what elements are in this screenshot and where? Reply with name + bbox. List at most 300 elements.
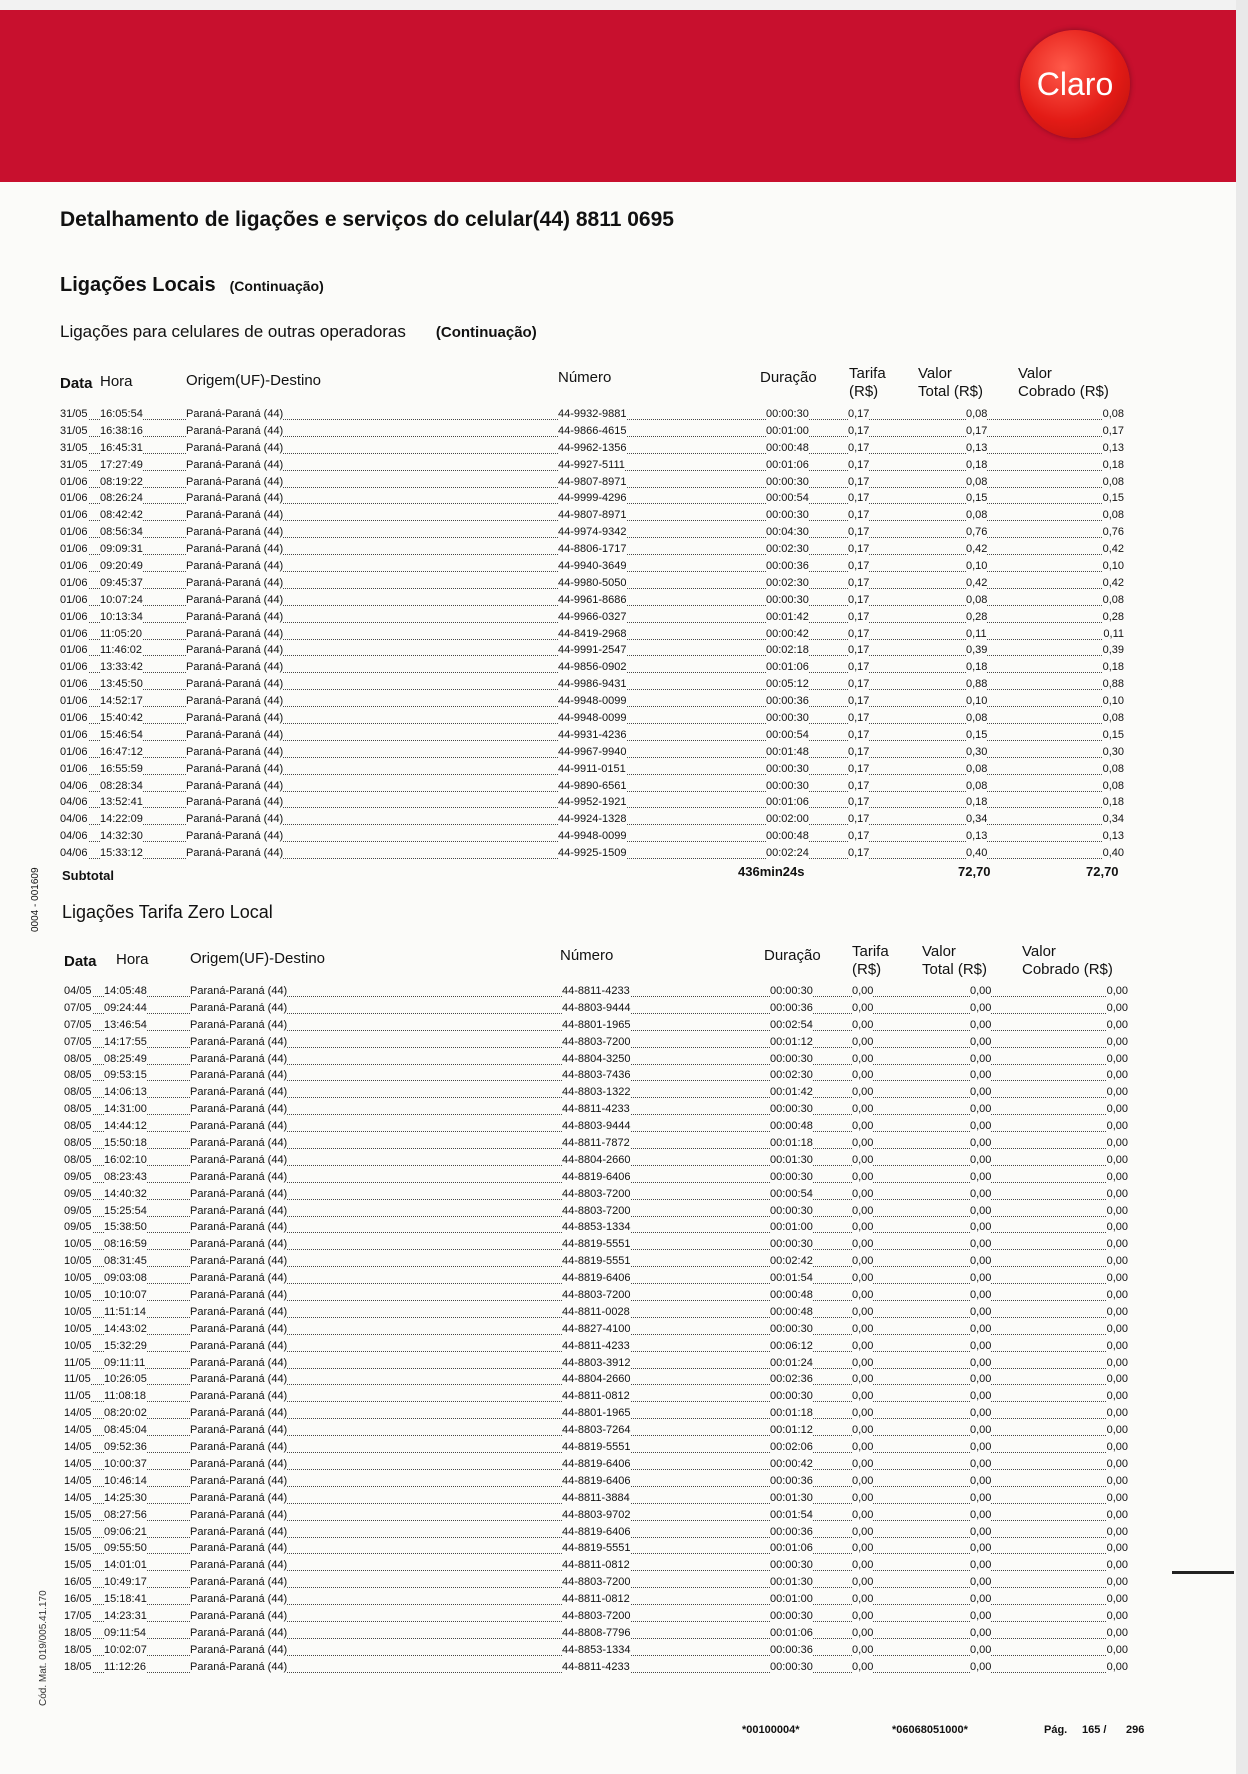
col2-header-valor-total bbox=[922, 943, 987, 979]
cell-duracao: 00:00:30 bbox=[766, 509, 809, 522]
cell-origem: Paraná-Paraná (44) bbox=[190, 1069, 288, 1082]
cell-origem: Paraná-Paraná (44) bbox=[190, 1137, 288, 1150]
cell-valor-cobrado: 0,00 bbox=[1106, 1609, 1128, 1622]
cell-hora: 09:11:54 bbox=[104, 1626, 147, 1639]
col-header-tarifa bbox=[849, 365, 886, 401]
cell-numero: 44-9856-0902 bbox=[558, 661, 627, 674]
cell-tarifa: 0,17 bbox=[848, 610, 870, 623]
cell-data: 18/05 bbox=[64, 1643, 92, 1656]
cell-duracao: 00:01:12 bbox=[770, 1424, 813, 1437]
table-row bbox=[60, 660, 1130, 677]
cell-data: 10/05 bbox=[64, 1305, 92, 1318]
top-edge bbox=[0, 0, 1248, 10]
cell-duracao: 00:01:54 bbox=[770, 1272, 813, 1285]
cell-valor-total: 0,00 bbox=[970, 1069, 992, 1082]
cell-data: 08/05 bbox=[64, 1120, 92, 1133]
cell-valor-cobrado: 0,00 bbox=[1106, 985, 1128, 997]
cell-numero: 44-8803-7436 bbox=[562, 1069, 631, 1082]
table-row bbox=[64, 1271, 1134, 1288]
cell-tarifa: 0,00 bbox=[852, 1103, 874, 1116]
cell-valor-cobrado: 0,00 bbox=[1106, 1086, 1128, 1099]
cell-hora: 14:40:32 bbox=[104, 1187, 147, 1200]
cell-hora: 09:55:50 bbox=[104, 1542, 147, 1555]
cell-valor-cobrado: 0,00 bbox=[1106, 1407, 1128, 1420]
cell-valor-total: 0,10 bbox=[966, 695, 988, 708]
cell-data: 18/05 bbox=[64, 1660, 92, 1673]
cell-hora: 09:03:08 bbox=[104, 1272, 147, 1285]
cell-duracao: 00:00:30 bbox=[770, 1559, 813, 1572]
cell-data: 01/06 bbox=[60, 644, 88, 657]
cell-valor-total: 0,00 bbox=[970, 1474, 992, 1487]
cell-hora: 16:45:31 bbox=[100, 441, 143, 454]
cell-valor-total: 0,00 bbox=[970, 1289, 992, 1302]
cell-tarifa: 0,00 bbox=[852, 1221, 874, 1234]
cell-valor-total: 0,08 bbox=[966, 762, 988, 775]
cell-valor-total: 0,00 bbox=[970, 1559, 992, 1572]
table-row bbox=[64, 1220, 1134, 1237]
section-title bbox=[60, 274, 324, 297]
table-row bbox=[60, 728, 1130, 745]
cell-valor-total: 0,13 bbox=[966, 830, 988, 843]
cell-valor-cobrado: 0,00 bbox=[1106, 1137, 1128, 1150]
cell-tarifa: 0,00 bbox=[852, 1407, 874, 1420]
cell-valor-cobrado: 0,08 bbox=[1102, 475, 1124, 488]
cell-numero: 44-8803-9444 bbox=[562, 1120, 631, 1133]
cell-duracao: 00:00:30 bbox=[766, 779, 809, 792]
cell-valor-cobrado: 0,00 bbox=[1106, 1018, 1128, 1031]
cell-origem: Paraná-Paraná (44) bbox=[190, 1424, 288, 1437]
cell-numero: 44-9924-1328 bbox=[558, 813, 627, 826]
table-row bbox=[60, 475, 1130, 492]
cell-hora: 14:17:55 bbox=[104, 1035, 147, 1048]
table-row bbox=[64, 1575, 1134, 1592]
cell-valor-cobrado: 0,00 bbox=[1106, 1424, 1128, 1437]
col2-header-tarifa bbox=[852, 943, 889, 979]
table-row bbox=[64, 1068, 1134, 1085]
cell-hora: 08:31:45 bbox=[104, 1255, 147, 1268]
cell-hora: 16:55:59 bbox=[100, 762, 143, 775]
subsection1-title bbox=[60, 322, 537, 342]
cell-valor-total: 0,13 bbox=[966, 441, 988, 454]
cell-valor-total: 0,00 bbox=[970, 1508, 992, 1521]
section-note: (Continuação) bbox=[229, 278, 324, 294]
cell-valor-cobrado: 0,00 bbox=[1106, 1052, 1128, 1065]
cell-hora: 10:49:17 bbox=[104, 1576, 147, 1589]
cell-duracao: 00:01:24 bbox=[770, 1356, 813, 1369]
cell-hora: 10:02:07 bbox=[104, 1643, 147, 1656]
table-row bbox=[64, 1626, 1134, 1643]
cell-duracao: 00:02:06 bbox=[770, 1441, 813, 1454]
col2-header-vt-1: Valor bbox=[922, 943, 956, 960]
cell-numero: 44-8803-7200 bbox=[562, 1187, 631, 1200]
cell-hora: 09:06:21 bbox=[104, 1525, 147, 1538]
cell-tarifa: 0,00 bbox=[852, 1255, 874, 1268]
cell-origem: Paraná-Paraná (44) bbox=[190, 1626, 288, 1639]
cell-valor-total: 0,10 bbox=[966, 560, 988, 573]
cell-duracao: 00:00:36 bbox=[770, 1001, 813, 1014]
cell-valor-total: 0,42 bbox=[966, 543, 988, 556]
col-header-vc-1: Valor bbox=[1018, 365, 1052, 382]
cell-tarifa: 0,17 bbox=[848, 712, 870, 725]
cell-valor-total: 0,08 bbox=[966, 712, 988, 725]
table-row bbox=[60, 745, 1130, 762]
cell-data: 01/06 bbox=[60, 475, 88, 488]
cell-data: 09/05 bbox=[64, 1187, 92, 1200]
cell-duracao: 00:00:30 bbox=[766, 408, 809, 420]
cell-data: 09/05 bbox=[64, 1170, 92, 1183]
cell-hora: 14:23:31 bbox=[104, 1609, 147, 1622]
cell-hora: 11:46:02 bbox=[100, 644, 143, 657]
cell-duracao: 00:02:36 bbox=[770, 1373, 813, 1386]
cell-origem: Paraná-Paraná (44) bbox=[190, 1407, 288, 1420]
cell-origem: Paraná-Paraná (44) bbox=[186, 627, 284, 640]
cell-data: 04/06 bbox=[60, 830, 88, 843]
table-row bbox=[64, 1119, 1134, 1136]
cell-hora: 16:38:16 bbox=[100, 424, 143, 437]
cell-valor-total: 0,18 bbox=[966, 661, 988, 674]
cell-valor-cobrado: 0,15 bbox=[1102, 492, 1124, 505]
cell-tarifa: 0,17 bbox=[848, 576, 870, 589]
cell-valor-total: 0,00 bbox=[970, 1272, 992, 1285]
cell-hora: 08:42:42 bbox=[100, 509, 143, 522]
cell-origem: Paraná-Paraná (44) bbox=[190, 1120, 288, 1133]
cell-valor-total: 0,08 bbox=[966, 475, 988, 488]
table-row bbox=[64, 1187, 1134, 1204]
cell-origem: Paraná-Paraná (44) bbox=[190, 1103, 288, 1116]
col-header-duracao: Duração bbox=[760, 369, 817, 386]
cell-tarifa: 0,00 bbox=[852, 1170, 874, 1183]
cell-data: 14/05 bbox=[64, 1491, 92, 1504]
cell-numero: 44-8811-7872 bbox=[562, 1137, 630, 1150]
table-row bbox=[64, 1372, 1134, 1389]
table-row bbox=[64, 1558, 1134, 1575]
cell-data: 10/05 bbox=[64, 1339, 92, 1352]
cell-hora: 10:00:37 bbox=[104, 1457, 147, 1470]
page-title: Detalhamento de ligações e serviços do celular(44) 8811 0695 bbox=[60, 208, 674, 231]
cell-valor-total: 0,28 bbox=[966, 610, 988, 623]
cell-valor-total: 0,40 bbox=[966, 847, 988, 860]
cell-origem: Paraná-Paraná (44) bbox=[186, 813, 284, 826]
cell-data: 01/06 bbox=[60, 712, 88, 725]
cell-valor-cobrado: 0,00 bbox=[1106, 1001, 1128, 1014]
cell-tarifa: 0,00 bbox=[852, 1390, 874, 1403]
col-header-numero: Número bbox=[558, 369, 612, 386]
cell-hora: 17:27:49 bbox=[100, 458, 143, 471]
cell-data: 04/06 bbox=[60, 779, 88, 792]
cell-origem: Paraná-Paraná (44) bbox=[190, 1187, 288, 1200]
cell-tarifa: 0,17 bbox=[848, 745, 870, 758]
cell-tarifa: 0,00 bbox=[852, 1626, 874, 1639]
table-row bbox=[60, 694, 1130, 711]
cell-duracao: 00:00:30 bbox=[770, 1609, 813, 1622]
cell-valor-total: 0,00 bbox=[970, 1339, 992, 1352]
cell-tarifa: 0,00 bbox=[852, 1643, 874, 1656]
cell-tarifa: 0,00 bbox=[852, 1542, 874, 1555]
cell-hora: 16:02:10 bbox=[104, 1153, 147, 1166]
cell-valor-total: 0,00 bbox=[970, 1018, 992, 1031]
cell-data: 04/06 bbox=[60, 796, 88, 809]
cell-data: 01/06 bbox=[60, 728, 88, 741]
table-row bbox=[64, 1541, 1134, 1558]
footer-page: 165 / bbox=[1082, 1724, 1107, 1736]
table-row bbox=[64, 1525, 1134, 1542]
cell-tarifa: 0,17 bbox=[848, 695, 870, 708]
cell-tarifa: 0,00 bbox=[852, 1339, 874, 1352]
cell-data: 01/06 bbox=[60, 492, 88, 505]
side-code: 0004 - 001609 bbox=[30, 867, 41, 932]
cell-tarifa: 0,17 bbox=[848, 830, 870, 843]
cell-valor-cobrado: 0,00 bbox=[1106, 1643, 1128, 1656]
cell-origem: Paraná-Paraná (44) bbox=[190, 1491, 288, 1504]
calls-table-tarifa-zero bbox=[64, 984, 1134, 1677]
cell-tarifa: 0,00 bbox=[852, 1373, 874, 1386]
table-row bbox=[64, 1136, 1134, 1153]
table-row bbox=[60, 711, 1130, 728]
cell-valor-total: 0,00 bbox=[970, 1457, 992, 1470]
cell-valor-cobrado: 0,00 bbox=[1106, 1373, 1128, 1386]
cell-numero: 44-9807-8971 bbox=[558, 475, 627, 488]
cell-valor-cobrado: 0,08 bbox=[1102, 408, 1124, 420]
cell-valor-cobrado: 0,08 bbox=[1102, 712, 1124, 725]
table-row bbox=[64, 1491, 1134, 1508]
cell-data: 10/05 bbox=[64, 1255, 92, 1268]
cell-duracao: 00:00:42 bbox=[770, 1457, 813, 1470]
cell-origem: Paraná-Paraná (44) bbox=[190, 1542, 288, 1555]
cell-hora: 16:47:12 bbox=[100, 745, 143, 758]
cell-valor-total: 0,00 bbox=[970, 1221, 992, 1234]
cell-duracao: 00:00:54 bbox=[766, 728, 809, 741]
cell-origem: Paraná-Paraná (44) bbox=[186, 779, 284, 792]
cell-tarifa: 0,17 bbox=[848, 475, 870, 488]
cell-duracao: 00:00:30 bbox=[770, 1170, 813, 1183]
cell-hora: 13:33:42 bbox=[100, 661, 143, 674]
cell-tarifa: 0,00 bbox=[852, 1593, 874, 1606]
cell-tarifa: 0,00 bbox=[852, 1289, 874, 1302]
cell-hora: 14:32:30 bbox=[100, 830, 143, 843]
col2-header-origem: Origem(UF)-Destino bbox=[190, 950, 326, 967]
cell-data: 07/05 bbox=[64, 1035, 92, 1048]
cell-data: 01/06 bbox=[60, 678, 88, 691]
cell-duracao: 00:00:30 bbox=[766, 762, 809, 775]
cell-valor-total: 0,00 bbox=[970, 1373, 992, 1386]
cell-duracao: 00:01:48 bbox=[766, 745, 809, 758]
cell-valor-total: 0,00 bbox=[970, 985, 992, 997]
cell-valor-total: 0,00 bbox=[970, 1137, 992, 1150]
cell-valor-cobrado: 0,00 bbox=[1106, 1660, 1128, 1673]
cell-tarifa: 0,00 bbox=[852, 1559, 874, 1572]
cell-tarifa: 0,17 bbox=[848, 847, 870, 860]
cell-data: 01/06 bbox=[60, 593, 88, 606]
cell-origem: Paraná-Paraná (44) bbox=[190, 1018, 288, 1031]
cell-origem: Paraná-Paraná (44) bbox=[186, 458, 284, 471]
cell-valor-total: 0,42 bbox=[966, 576, 988, 589]
cell-duracao: 00:05:12 bbox=[766, 678, 809, 691]
cell-valor-cobrado: 0,00 bbox=[1106, 1559, 1128, 1572]
cell-valor-cobrado: 0,13 bbox=[1102, 441, 1124, 454]
cell-valor-total: 0,00 bbox=[970, 1170, 992, 1183]
cell-valor-cobrado: 0,42 bbox=[1102, 543, 1124, 556]
cell-duracao: 00:00:42 bbox=[766, 627, 809, 640]
col-header-data: Data bbox=[60, 375, 93, 392]
cell-numero: 44-8827-4100 bbox=[562, 1322, 631, 1335]
table-row bbox=[64, 1237, 1134, 1254]
cell-tarifa: 0,17 bbox=[848, 593, 870, 606]
cell-numero: 44-9932-9881 bbox=[558, 408, 627, 420]
cell-valor-total: 0,30 bbox=[966, 745, 988, 758]
cell-origem: Paraná-Paraná (44) bbox=[186, 610, 284, 623]
cell-data: 16/05 bbox=[64, 1576, 92, 1589]
cell-origem: Paraná-Paraná (44) bbox=[186, 492, 284, 505]
cell-duracao: 00:02:00 bbox=[766, 813, 809, 826]
cell-origem: Paraná-Paraná (44) bbox=[186, 408, 284, 420]
table-row bbox=[64, 1305, 1134, 1322]
cell-tarifa: 0,00 bbox=[852, 1576, 874, 1589]
logo-text: Claro bbox=[1036, 66, 1114, 102]
cell-hora: 15:46:54 bbox=[100, 728, 143, 741]
footer-code-1: *00100004* bbox=[742, 1724, 800, 1736]
cell-valor-cobrado: 0,00 bbox=[1106, 1474, 1128, 1487]
cell-duracao: 00:04:30 bbox=[766, 526, 809, 539]
cell-tarifa: 0,17 bbox=[848, 424, 870, 437]
table-row bbox=[60, 407, 1130, 424]
cell-numero: 44-9999-4296 bbox=[558, 492, 627, 505]
cell-valor-total: 0,39 bbox=[966, 644, 988, 657]
cell-hora: 10:10:07 bbox=[104, 1289, 147, 1302]
cell-duracao: 00:01:00 bbox=[770, 1593, 813, 1606]
cell-valor-cobrado: 0,00 bbox=[1106, 1255, 1128, 1268]
cell-valor-cobrado: 0,08 bbox=[1102, 779, 1124, 792]
subtotal-total: 72,70 bbox=[958, 864, 991, 879]
col2-header-tarifa-1: Tarifa bbox=[852, 943, 889, 960]
cell-valor-cobrado: 0,00 bbox=[1106, 1356, 1128, 1369]
cell-origem: Paraná-Paraná (44) bbox=[190, 1305, 288, 1318]
cell-data: 31/05 bbox=[60, 408, 88, 420]
cell-duracao: 00:00:30 bbox=[770, 1204, 813, 1217]
table-row bbox=[60, 812, 1130, 829]
table-row bbox=[60, 795, 1130, 812]
cell-valor-total: 0,15 bbox=[966, 492, 988, 505]
col2-header-vc-2: Cobrado (R$) bbox=[1022, 961, 1113, 978]
cell-tarifa: 0,00 bbox=[852, 1001, 874, 1014]
table-row bbox=[60, 829, 1130, 846]
cell-origem: Paraná-Paraná (44) bbox=[190, 1609, 288, 1622]
cell-origem: Paraná-Paraná (44) bbox=[190, 1001, 288, 1014]
cell-origem: Paraná-Paraná (44) bbox=[190, 1373, 288, 1386]
cell-valor-cobrado: 0,00 bbox=[1106, 1322, 1128, 1335]
cell-duracao: 00:01:18 bbox=[770, 1137, 813, 1150]
cell-duracao: 00:06:12 bbox=[770, 1339, 813, 1352]
cell-duracao: 00:01:12 bbox=[770, 1035, 813, 1048]
cell-hora: 08:16:59 bbox=[104, 1238, 147, 1251]
table-row bbox=[64, 1356, 1134, 1373]
cell-valor-cobrado: 0,00 bbox=[1106, 1491, 1128, 1504]
cell-hora: 14:06:13 bbox=[104, 1086, 147, 1099]
cell-hora: 09:52:36 bbox=[104, 1441, 147, 1454]
cell-numero: 44-9966-0327 bbox=[558, 610, 627, 623]
cell-hora: 13:45:50 bbox=[100, 678, 143, 691]
cell-numero: 44-9940-3649 bbox=[558, 560, 627, 573]
cell-data: 10/05 bbox=[64, 1322, 92, 1335]
calls-table-other-operators bbox=[60, 407, 1130, 863]
cell-valor-cobrado: 0,42 bbox=[1102, 576, 1124, 589]
cell-origem: Paraná-Paraná (44) bbox=[186, 745, 284, 758]
cell-tarifa: 0,17 bbox=[848, 526, 870, 539]
cell-origem: Paraná-Paraná (44) bbox=[186, 728, 284, 741]
cell-data: 01/06 bbox=[60, 560, 88, 573]
table-row bbox=[60, 593, 1130, 610]
cell-numero: 44-9948-0099 bbox=[558, 695, 627, 708]
cell-tarifa: 0,00 bbox=[852, 1508, 874, 1521]
cell-data: 11/05 bbox=[64, 1373, 91, 1386]
cell-valor-total: 0,08 bbox=[966, 779, 988, 792]
cell-hora: 13:46:54 bbox=[104, 1018, 147, 1031]
cell-tarifa: 0,00 bbox=[852, 1525, 874, 1538]
cell-data: 01/06 bbox=[60, 745, 88, 758]
cell-origem: Paraná-Paraná (44) bbox=[190, 1525, 288, 1538]
cell-valor-total: 0,00 bbox=[970, 1491, 992, 1504]
cell-tarifa: 0,00 bbox=[852, 1441, 874, 1454]
cell-numero: 44-8811-4233 bbox=[562, 985, 630, 997]
cell-data: 14/05 bbox=[64, 1441, 92, 1454]
cell-data: 14/05 bbox=[64, 1407, 92, 1420]
cell-valor-cobrado: 0,08 bbox=[1102, 762, 1124, 775]
cell-valor-cobrado: 0,76 bbox=[1102, 526, 1124, 539]
cell-tarifa: 0,17 bbox=[848, 492, 870, 505]
cell-numero: 44-9925-1509 bbox=[558, 847, 627, 860]
cell-valor-cobrado: 0,11 bbox=[1103, 627, 1124, 640]
cell-origem: Paraná-Paraná (44) bbox=[186, 424, 284, 437]
cell-valor-cobrado: 0,00 bbox=[1106, 1390, 1128, 1403]
cell-valor-total: 0,00 bbox=[970, 1204, 992, 1217]
cell-hora: 14:31:00 bbox=[104, 1103, 147, 1116]
cell-valor-cobrado: 0,00 bbox=[1106, 1153, 1128, 1166]
cell-duracao: 00:00:36 bbox=[766, 695, 809, 708]
table-row bbox=[64, 1153, 1134, 1170]
cell-duracao: 00:02:18 bbox=[766, 644, 809, 657]
cell-valor-cobrado: 0,00 bbox=[1106, 1593, 1128, 1606]
cell-tarifa: 0,00 bbox=[852, 1137, 874, 1150]
cell-tarifa: 0,17 bbox=[848, 543, 870, 556]
cell-numero: 44-8803-9702 bbox=[562, 1508, 631, 1521]
table-row bbox=[60, 525, 1130, 542]
cell-numero: 44-8801-1965 bbox=[562, 1407, 631, 1420]
table-row bbox=[64, 1001, 1134, 1018]
cell-data: 09/05 bbox=[64, 1204, 92, 1217]
table-row bbox=[60, 508, 1130, 525]
cell-numero: 44-8819-6406 bbox=[562, 1170, 631, 1183]
cell-tarifa: 0,17 bbox=[848, 458, 870, 471]
cell-duracao: 00:02:30 bbox=[766, 576, 809, 589]
cell-valor-total: 0,00 bbox=[970, 1542, 992, 1555]
cell-origem: Paraná-Paraná (44) bbox=[186, 678, 284, 691]
cell-numero: 44-8803-7264 bbox=[562, 1424, 631, 1437]
cell-hora: 08:28:34 bbox=[100, 779, 143, 792]
col2-header-valor-cobrado bbox=[1022, 943, 1113, 979]
cell-numero: 44-9931-4236 bbox=[558, 728, 627, 741]
table-row bbox=[64, 1423, 1134, 1440]
table-row bbox=[64, 1474, 1134, 1491]
cell-numero: 44-8811-3884 bbox=[562, 1491, 630, 1504]
cell-tarifa: 0,00 bbox=[852, 1474, 874, 1487]
cell-valor-cobrado: 0,00 bbox=[1106, 1542, 1128, 1555]
table-row bbox=[60, 643, 1130, 660]
cell-data: 01/06 bbox=[60, 576, 88, 589]
cell-tarifa: 0,00 bbox=[852, 1424, 874, 1437]
cell-tarifa: 0,00 bbox=[852, 1322, 874, 1335]
cell-hora: 08:26:24 bbox=[100, 492, 143, 505]
table-row bbox=[64, 1170, 1134, 1187]
cell-origem: Paraná-Paraná (44) bbox=[186, 475, 284, 488]
